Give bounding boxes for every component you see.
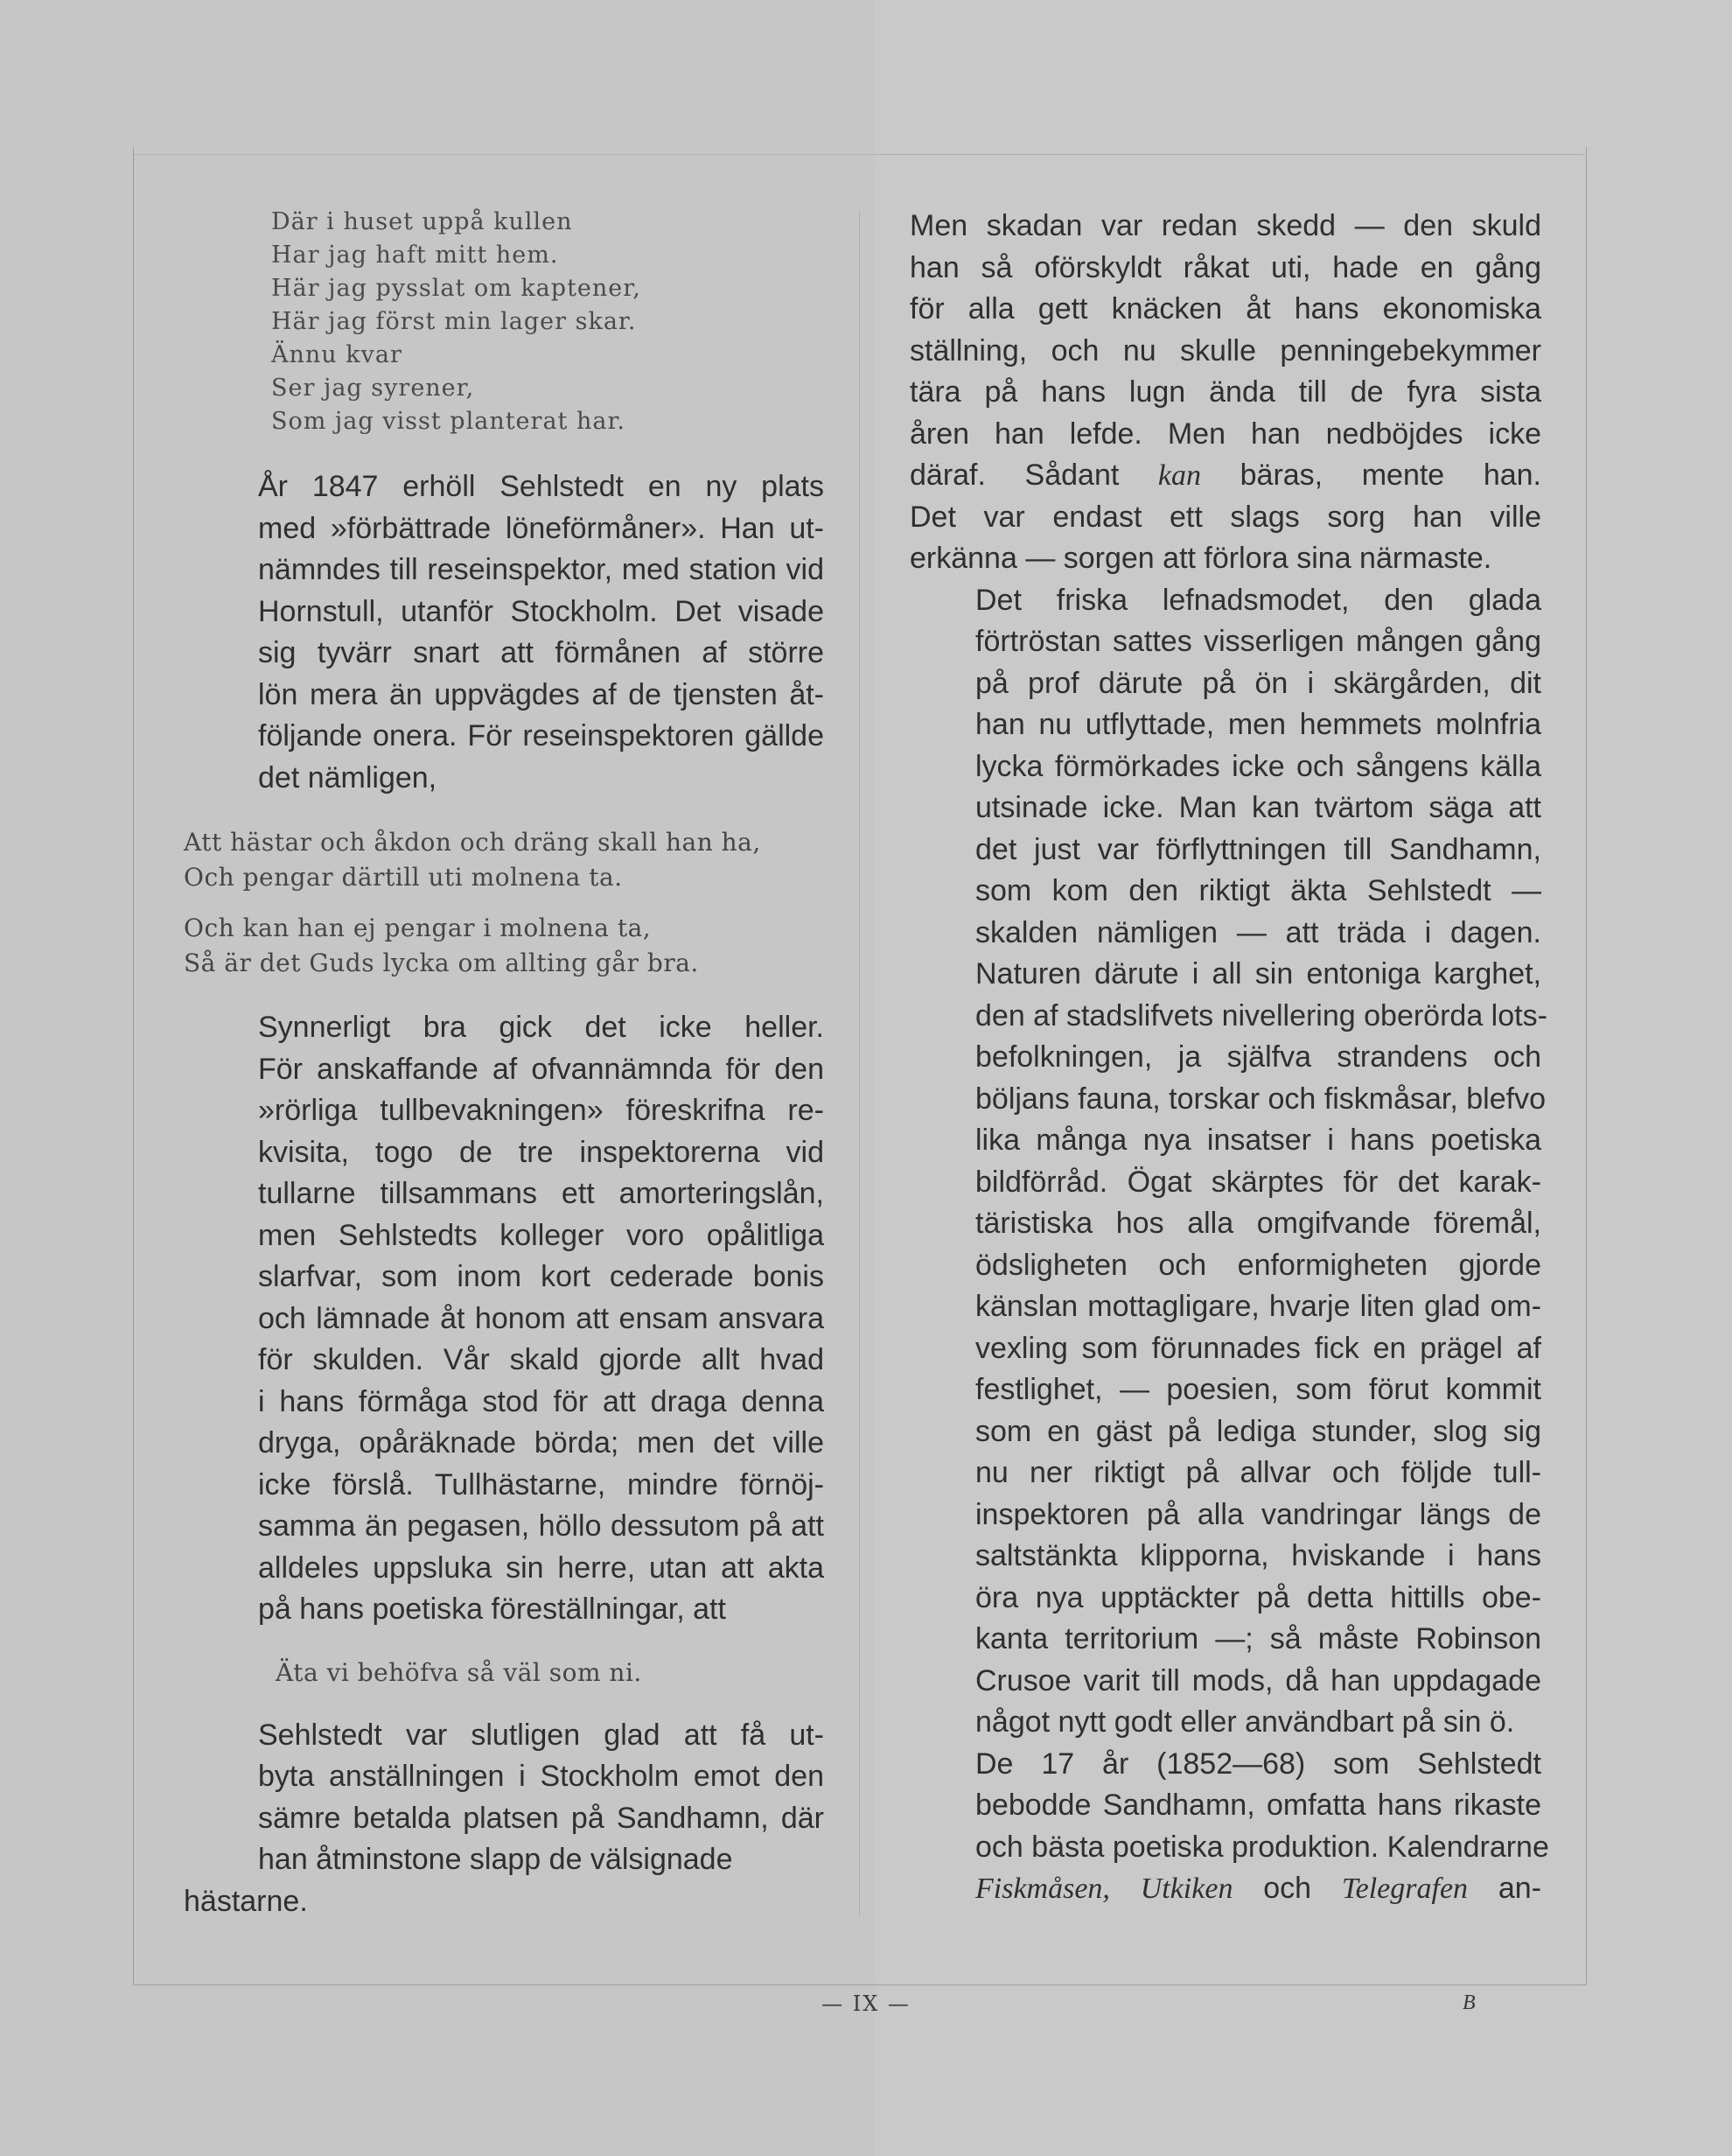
quote-line: Och pengar därtill uti molnena ta. [184,863,623,892]
poem-line: Ännu kvar [271,341,402,368]
text-line: som en gäst på lediga stunder, slog sig [975,1414,1541,1448]
quote-couplet-2 [184,911,824,981]
text-line: öra nya upptäckter på detta hittills obe- [975,1580,1541,1614]
text-line: på prof därute på ön i skärgården, dit [975,666,1541,700]
text-line: sämre betalda platsen på Sandhamn, där [258,1801,824,1835]
emphasis-kan: kan [1157,459,1202,492]
text-line: och lämnade åt honom att ensam ansvara [258,1301,824,1335]
text-line: bildförråd. Ögat skärptes för det karak- [975,1165,1541,1199]
text-line: ödsligheten och enformigheten gjorde [975,1248,1541,1282]
text-line: som kom den riktigt äkta Sehlstedt — [975,874,1541,907]
text-line: men Sehlstedts kolleger voro opålitliga [258,1218,824,1252]
text-line: För anskaffande af ofvannämnda för den [258,1052,824,1086]
text-line: Naturen därute i all sin entoniga karghet, [975,957,1541,990]
text-line: tära på hans lugn ända till de fyra sista [910,375,1541,409]
paragraph-tullbevakning [184,1007,824,1631]
title-utkiken: Utkiken [1140,1872,1233,1905]
text-line: icke förslå. Tullhästarne, mindre förnöj- [258,1467,824,1502]
text-line: ställning, och nu skulle penningebekymmer [910,333,1541,368]
text-line-mixed [910,455,1541,497]
text-line: tullarne tillsammans ett amorteringslån, [258,1177,824,1210]
text-line: Crusoe varit till mods, då han uppdagade [975,1663,1541,1698]
text-line: Sehlstedt var slutligen glad att få ut- [258,1718,824,1752]
text-line: År 1847 erhöll Sehlstedt en ny plats [258,470,824,503]
text-line: dryga, opåräknade börda; men det ville [258,1426,824,1460]
right-column [910,206,1549,1910]
text-line: erkänna — sorgen att förlora sina närmaste. [910,542,1492,575]
text-line: på hans poetiska föreställningar, att [258,1592,726,1626]
text-line: kanta territorium —; så måste Robinson [975,1622,1541,1656]
text-line: saltstänkta klipporna, hviskande i hans [975,1539,1541,1572]
text-line: befolkningen, ja själfva strandens och [975,1040,1541,1074]
text-line: vexling som förunnades fick en prägel af [975,1331,1541,1365]
text-line: festlighet, — poesien, som förut kommit [975,1373,1541,1406]
text-line: han nu utflyttade, men hemmets molnfria [975,708,1541,741]
text-line: byta anställningen i Stockholm emot den [258,1760,824,1793]
poem-line: Ser jag syrener, [271,374,475,402]
text-segment: an- [1498,1872,1541,1905]
quote-line-3 [276,1656,824,1690]
text-line: för alla gett knäcken åt hans ekonomiska [910,292,1541,326]
quote-line: Och kan han ej pengar i molnena ta, [184,914,652,942]
text-line: Men skadan var redan skedd — den skuld [910,209,1541,242]
text-line: böljans fauna, torskar och fiskmåsar, blefvo [975,1082,1546,1116]
text-line: De 17 år (1852—68) som Sehlstedt [975,1746,1541,1781]
text-line: något nytt godt eller användbart på sin ö. [975,1705,1515,1739]
text-segment: och [1263,1872,1312,1905]
poem-stanza [271,206,824,438]
poem-line: Som jag visst planterat har. [271,408,625,435]
text-line: Hornstull, utanför Stockholm. Det visade [258,594,824,628]
text-line: för skulden. Vår skald gjorde allt hvad [258,1343,824,1376]
poem-line: Här jag pysslat om kaptener, [271,275,641,302]
text-line: skalden nämligen — att träda i dagen. [975,915,1541,949]
text-line: Det friska lefnadsmodet, den glada [975,583,1541,617]
quote-couplet-1 [184,825,824,895]
quote-line: Så är det Guds lycka om allting går bra. [184,948,699,977]
text-line: han så oförskyldt råkat uti, hade en gång [910,250,1541,284]
text-line: slarfvar, som inom kort cederade bonis [258,1260,824,1293]
text-line: samma än pegasen, höllo dessutom på att [258,1509,824,1543]
text-line: bebodde Sandhamn, omfatta hans rikaste [975,1788,1541,1822]
text-line: med »förbättrade löneförmåner». Han ut- [258,511,824,545]
column-divider [859,210,860,1916]
text-line: utsinade icke. Man kan tvärtom säga att [975,791,1541,824]
text-line: han åtminstone slapp de välsignade hästarne. [184,1843,733,1918]
text-line: kvisita, togo de tre inspektorerna vid [258,1135,824,1169]
text-line: Det var endast ett slags sorg han ville [910,500,1541,534]
text-line: nämndes till reseinspektor, med station vid [258,553,824,586]
quote-line: Att hästar och åkdon och dräng skall han ha, [184,828,761,857]
text-line: inspektoren på alla vandringar längs de [975,1497,1541,1531]
text-line: lycka förmörkades icke och sångens källa [975,749,1541,783]
text-line: Synnerligt bra gick det icke heller. [258,1011,824,1044]
text-line: det just var förflyttningen till Sandhamn, [975,832,1541,866]
text-line: känslan mottagligare, hvarje liten glad om- [975,1290,1541,1323]
text-line: åren han lefde. Men han nedböjdes icke [910,416,1541,451]
title-fiskmasen: Fiskmåsen, [975,1872,1110,1905]
paragraph-lefnadsmod [910,580,1547,1744]
text-line: nu ner riktigt på allvar och följde tull- [975,1456,1541,1489]
title-telegrafen: Telegrafen [1341,1872,1469,1905]
text-line: sig tyvärr snart att förmånen af större [258,636,824,669]
quote-line: Äta vi behöfva så väl som ni. [276,1657,642,1687]
text-line: »rörliga tullbevakningen» föreskrifna re- [258,1094,824,1127]
poem-line: Har jag haft mitt hem. [271,242,559,269]
text-line: täristiska hos alla omgifvande föremål, [975,1207,1541,1240]
text-line: det nämligen, [258,760,437,794]
text-segment: däraf. Sådant [910,458,1120,492]
signature-mark: B [1463,1992,1476,2014]
paragraph-skuld [910,206,1541,580]
left-column [184,206,824,1922]
text-line: lika många nya insatser i hans poetiska [975,1124,1541,1157]
text-line: lön mera än uppvägdes af de tjensten åt- [258,677,824,711]
paragraph-reseinspektor [184,466,824,799]
text-line: förtröstan sattes visserligen mången gång [975,625,1541,658]
text-line: den af stadslifvets nivellering oberörda lots- [975,998,1547,1032]
paragraph-sandhamn-move [184,1715,824,1923]
text-segment: bäras, mente han. [1240,458,1541,492]
paragraph-kalendrarne [910,1744,1549,1910]
page-number: — IX — [821,1992,911,2016]
text-line: och bästa poetiska produktion. Kalendrarne [975,1830,1549,1864]
text-line-titles [910,1868,1541,1910]
text-line: följande onera. För reseinspektoren gällde [258,719,824,752]
text-line: i hans förmåga stod för att draga denna [258,1384,824,1418]
poem-line: Här jag först min lager skar. [271,308,637,335]
poem-line: Där i huset uppå kullen [271,208,573,235]
text-line: alldeles uppsluka sin herre, utan att akta [258,1550,824,1585]
